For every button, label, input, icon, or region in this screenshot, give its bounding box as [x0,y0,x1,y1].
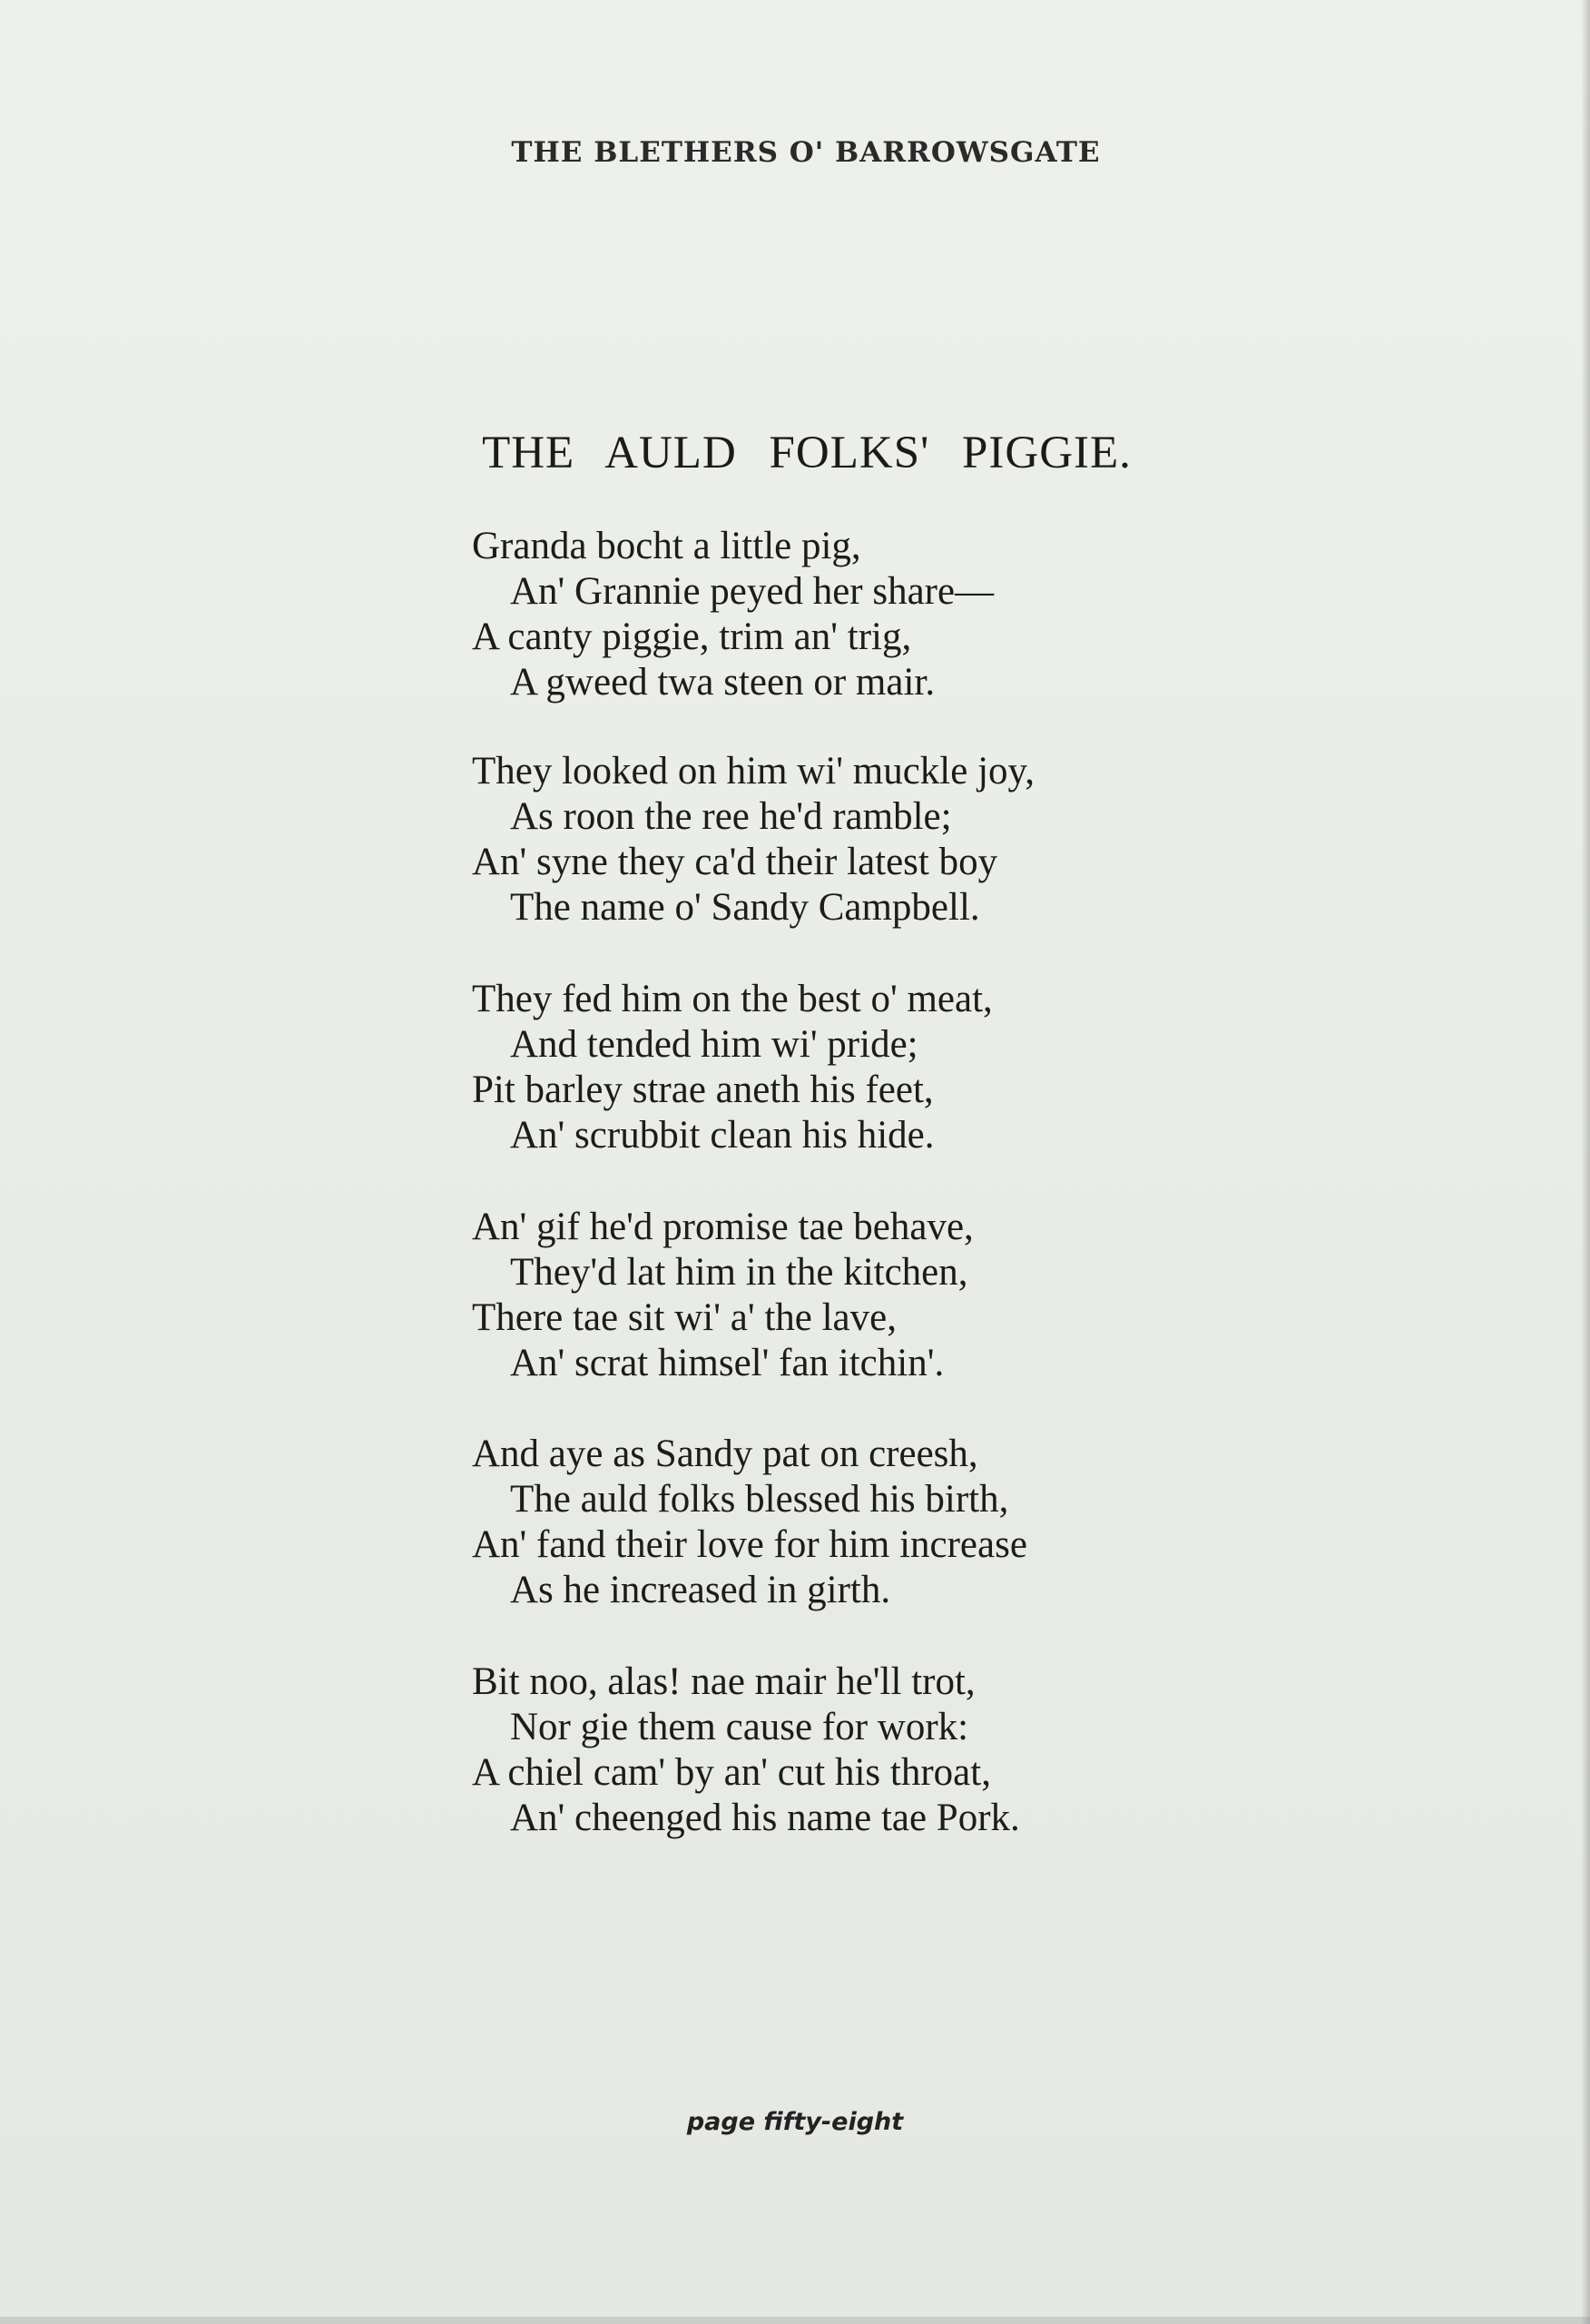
poem-line: A canty piggie, trim an' trig, [472,615,912,658]
poem-line: They'd lat him in the kitchen, [510,1251,968,1294]
stanza [472,1659,1289,1841]
stanza [472,749,1289,931]
poem-line: The name o' Sandy Campbell. [510,886,980,929]
poem-line: The auld folks blessed his birth, [510,1478,1009,1521]
poem-line: An' scrubbit clean his hide. [510,1114,935,1157]
poem-line: There tae sit wi' a' the lave, [472,1296,897,1339]
running-head: THE BLETHERS O' BARROWSGATE [511,136,1101,169]
stanza [472,977,1289,1158]
poem-line: They looked on him wi' muckle joy, [472,750,1035,793]
poem-line: Nor gie them cause for work: [510,1706,969,1748]
poem-line: An' syne they ca'd their latest boy [472,841,998,883]
poem-line: Granda bocht a little pig, [472,525,861,567]
poem-line: They fed him on the best o' meat, [472,978,993,1020]
poem-line: An' fand their love for him increase [472,1523,1027,1566]
poem-line: And tended him wi' pride; [510,1023,918,1066]
page-number: page fifty-eight [686,2108,904,2136]
poem-title: THE AULD FOLKS' PIGGIE. [482,428,1132,478]
poem-line: A chiel cam' by an' cut his throat, [472,1751,991,1794]
poem-line: An' scrat himsel' fan itchin'. [510,1342,945,1384]
page-edge-shadow [1581,0,1590,2324]
poem-line: Bit noo, alas! nae mair he'll trot, [472,1660,976,1703]
poem-line: As he increased in girth. [510,1569,891,1611]
page-bottom-edge [0,2317,1590,2324]
poem-line: As roon the ree he'd ramble; [510,795,952,838]
poem-line: An' cheenged his name tae Pork. [510,1797,1020,1839]
poem-line: An' Grannie peyed her share— [510,570,995,613]
stanza [472,1205,1289,1386]
stanza [472,524,1289,705]
poem-line: A gweed twa steen or mair. [510,661,936,704]
stanza [472,1432,1289,1613]
poem-line: Pit barley strae aneth his feet, [472,1068,934,1111]
poem-line: And aye as Sandy pat on creesh, [472,1433,978,1475]
poem-line: An' gif he'd promise tae behave, [472,1206,974,1248]
